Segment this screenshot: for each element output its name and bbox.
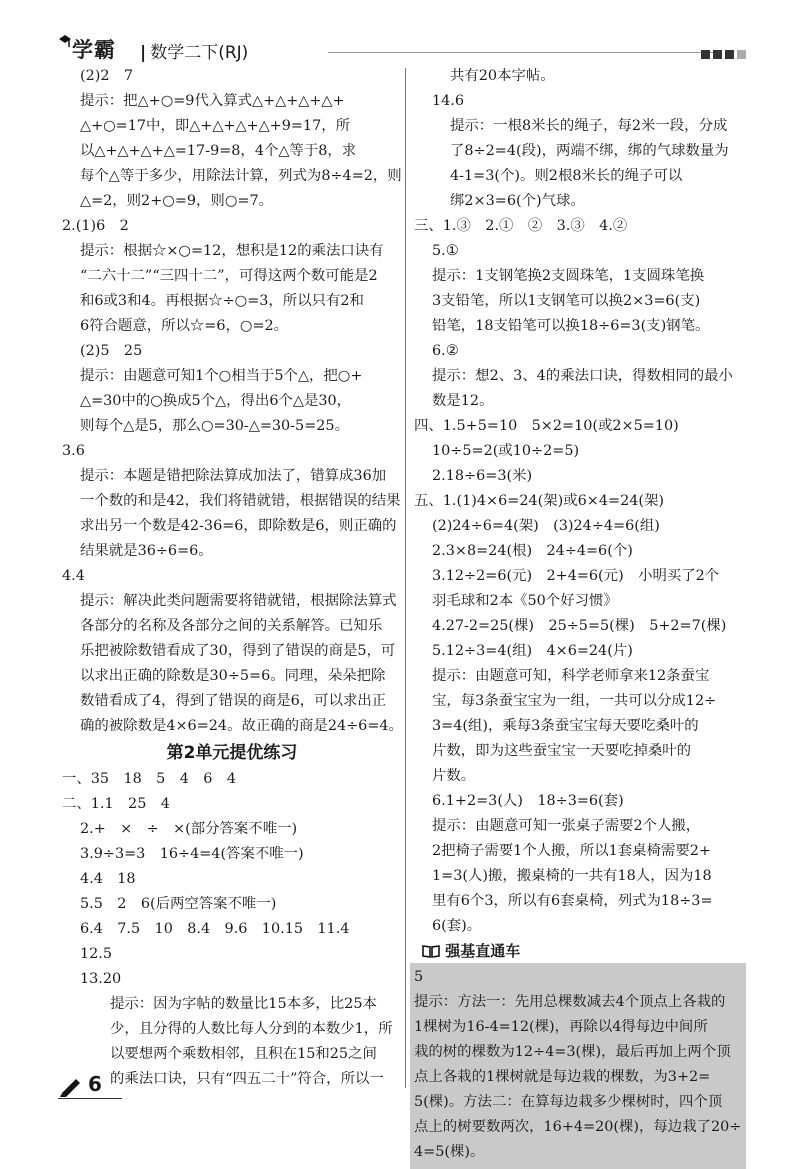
text-line: 5.5 2 6(后两空答案不唯一)	[80, 896, 277, 912]
text-line: 5.12÷3=4(组) 4×6=24(片)	[432, 643, 633, 659]
text-line: 以求出正确的除数是30÷5=6。同理，朵朵把除	[80, 668, 386, 684]
column-divider	[405, 68, 406, 1088]
text-line: 3.9÷3=3 16÷4=4(答案不唯一)	[80, 846, 304, 862]
highlight-box	[410, 963, 746, 1169]
text-line: 5.①	[432, 243, 459, 259]
text-line: 提示：根据☆×○=12，想积是12的乘法口诀有	[80, 243, 384, 259]
text-line: 3.6	[62, 443, 85, 459]
text-line: 了8÷2=4(段)，两端不绑，绑的气球数量为	[450, 143, 729, 159]
text-line: 2.+ × ÷ ×(部分答案不唯一)	[80, 821, 298, 837]
text-line: 14.6	[432, 93, 465, 109]
text-line: 提示：把△+○=9代入算式△+△+△+△+	[80, 93, 345, 109]
text-line: 的乘法口诀，只有“四五二十”符合，所以一	[110, 1071, 384, 1087]
text-line: 3支铅笔，所以1支钢笔可以换2×3=6(支)	[432, 293, 701, 309]
text-line: 2.(1)6 2	[62, 218, 129, 234]
square-mark	[713, 50, 722, 59]
box-line: 5	[414, 969, 424, 985]
text-line: 二、1.1 25 4	[62, 796, 170, 812]
text-line: 2把椅子需要1个人搬，所以1套桌椅需要2+	[432, 843, 711, 859]
text-line: (2)24÷6=4(架) (3)24÷4=6(组)	[432, 518, 660, 534]
text-line: 4.4 18	[80, 871, 136, 887]
footer-rule	[58, 1098, 122, 1099]
text-line: 宝，每3条蚕宝宝为一组，一共可以分成12÷	[432, 693, 717, 709]
box-title	[414, 939, 746, 963]
text-line: 确的被除数是4×6=24。故正确的商是24÷6=4。	[80, 718, 403, 734]
text-line: 6(套)。	[432, 918, 482, 934]
text-line: △=2，则2+○=9，则○=7。	[80, 193, 273, 209]
text-line: (2)2 7	[80, 68, 134, 84]
graduation-cap-icon	[58, 34, 72, 56]
text-line: 里有6个3，所以有6套桌椅，列式为18÷3=	[432, 893, 713, 909]
text-line: 则每个△是5，那么○=30-△=30-5=25。	[80, 418, 349, 434]
text-line: 数错看成了4，得到了错误的商是6，可以求出正	[80, 693, 387, 709]
text-line: 片数，即为这些蚕宝宝一天要吃掉桑叶的	[432, 743, 692, 759]
box-line: 点上的树要数两次，16+4=20(棵)，每边栽了20÷	[414, 1119, 742, 1135]
header-rule	[328, 52, 718, 53]
book-icon	[422, 944, 440, 958]
text-line: 提示：由题意可知，科学老师拿来12条蚕宝	[432, 668, 710, 684]
text-line: 每个△等于多少，用除法计算，列式为8÷4=2，则	[80, 168, 402, 184]
text-line: 三、1.③ 2.① ② 3.③ 4.②	[414, 218, 628, 234]
text-line: 和6或3和4。再根据☆÷○=3，所以只有2和	[80, 293, 364, 309]
text-line: (2)5 25	[80, 343, 143, 359]
text-line: 提示：由题意可知1个○相当于5个△，把○+	[80, 368, 363, 384]
text-line: 乐把被除数错看成了30，得到了错误的商是5，可	[80, 643, 396, 659]
text-line: 结果就是36÷6=6。	[80, 543, 213, 559]
box-title-text: 强基直通车	[445, 942, 521, 960]
text-line: 10÷5=2(或10÷2=5)	[432, 443, 580, 459]
text-line: 羽毛球和2本《50个好习惯》	[432, 593, 618, 609]
left-column	[62, 64, 402, 1092]
title-separator: |	[140, 43, 147, 63]
box-line: 提示：方法一：先用总棵数减去4个顶点上各栽的	[414, 994, 726, 1010]
text-line: 各部分的名称及各部分之间的关系解答。已知乐	[80, 618, 383, 634]
text-line: 四、1.5+5=10 5×2=10(或2×5=10)	[414, 418, 679, 434]
text-line: 绑2×3=6(个)气球。	[450, 193, 585, 209]
text-line: 提示：一根8米长的绳子，每2米一段，分成	[450, 118, 728, 134]
brand-logo	[58, 34, 116, 64]
text-line: △+○=17中，即△+△+△+△+9=17，所	[80, 118, 351, 134]
text-line: 3.12÷2=6(元) 2+4=6(元) 小明买了2个	[432, 568, 720, 584]
text-line: 少，且分得的人数比每人分到的本数少1，所	[110, 1021, 393, 1037]
text-line: 6.4 7.5 10 8.4 9.6 10.15 11.4	[80, 921, 350, 937]
right-column-text	[414, 64, 746, 939]
text-line: 提示：本题是错把除法算成加法了，错算成36加	[80, 468, 387, 484]
text-line: 提示：想2、3、4的乘法口诀，得数相同的最小	[432, 368, 733, 384]
text-line: 6符合题意，所以☆=6，○=2。	[80, 318, 289, 334]
page-header	[58, 40, 748, 62]
text-line: 数是12。	[432, 393, 494, 409]
text-line: 一、35 18 5 4 6 4	[62, 771, 236, 787]
text-line: 共有20本字帖。	[450, 68, 555, 84]
text-line: 3=4(组)，乘每3条蚕宝宝每天要吃桑叶的	[432, 718, 699, 734]
text-line: 12.5	[80, 946, 113, 962]
box-line: 1棵树为16-4=12(棵)，再除以4得每边中间所	[414, 1019, 708, 1035]
text-line: 1=3(人)搬，搬桌椅的一共有18人，因为18	[432, 868, 712, 884]
text-line: 以要想两个乘数相邻，且积在15和25之间	[110, 1046, 377, 1062]
text-line: 4.4	[62, 568, 85, 584]
box-line: 点上各栽的1棵树就是每边栽的棵数，为3+2=	[414, 1069, 711, 1085]
section-title: 第2单元提优练习	[166, 743, 298, 763]
book-title	[140, 38, 248, 63]
text-line: 一个数的和是42，我们将错就错，根据错误的结果	[80, 493, 401, 509]
text-line: 2.3×8=24(根) 24÷4=6(个)	[432, 543, 633, 559]
square-mark	[701, 50, 710, 59]
text-line: 求出另一个数是42-36=6，即除数是6，则正确的	[80, 518, 397, 534]
box-line: 5(棵)。方法二：在算每边栽多少棵树时，四个顶	[414, 1094, 723, 1110]
brand-name: 学霸	[72, 38, 116, 62]
text-line: 13.20	[80, 971, 122, 987]
text-line: 片数。	[432, 768, 476, 784]
page-number: 6	[88, 1072, 102, 1096]
header-decoration	[698, 44, 746, 63]
right-column	[414, 64, 746, 1169]
text-line: 6.1+2=3(人) 18÷3=6(套)	[432, 793, 624, 809]
text-line: 4.27-2=25(棵) 25÷5=5(棵) 5+2=7(棵)	[432, 618, 727, 634]
text-line: 提示：因为字帖的数量比15本多，比25本	[110, 996, 377, 1012]
text-line: 提示：由题意可知一张桌子需要2个人搬，	[432, 818, 701, 834]
square-mark	[725, 50, 734, 59]
text-line: 提示：1支钢笔换2支圆珠笔，1支圆珠笔换	[432, 268, 705, 284]
text-line: 2.18÷6=3(米)	[432, 468, 533, 484]
text-line: 铅笔，18支铅笔可以换18÷6=3(支)钢笔。	[432, 318, 710, 334]
text-line: 4-1=3(个)。则2根8米长的绳子可以	[450, 168, 683, 184]
text-line: 提示：解决此类问题需要将错就错，根据除法算式	[80, 593, 397, 609]
square-mark	[737, 50, 746, 59]
text-line: 五、1.(1)4×6=24(架)或6×4=24(架)	[414, 493, 665, 509]
text-line: “二六十二”“三四十二”，可得这两个数可能是2	[80, 268, 378, 284]
text-line: 6.②	[432, 343, 459, 359]
text-line: △=30中的○换成5个△，得出6个△是30，	[80, 393, 352, 409]
box-line: 栽的树的棵数为12÷4=3(棵)，最后再加上两个顶	[414, 1044, 731, 1060]
book-title-text: 数学二下(RJ)	[150, 43, 249, 63]
text-line: 以△+△+△+△=17-9=8，4个△等于8，求	[80, 143, 357, 159]
box-line: 4=5(棵)。	[414, 1144, 485, 1160]
